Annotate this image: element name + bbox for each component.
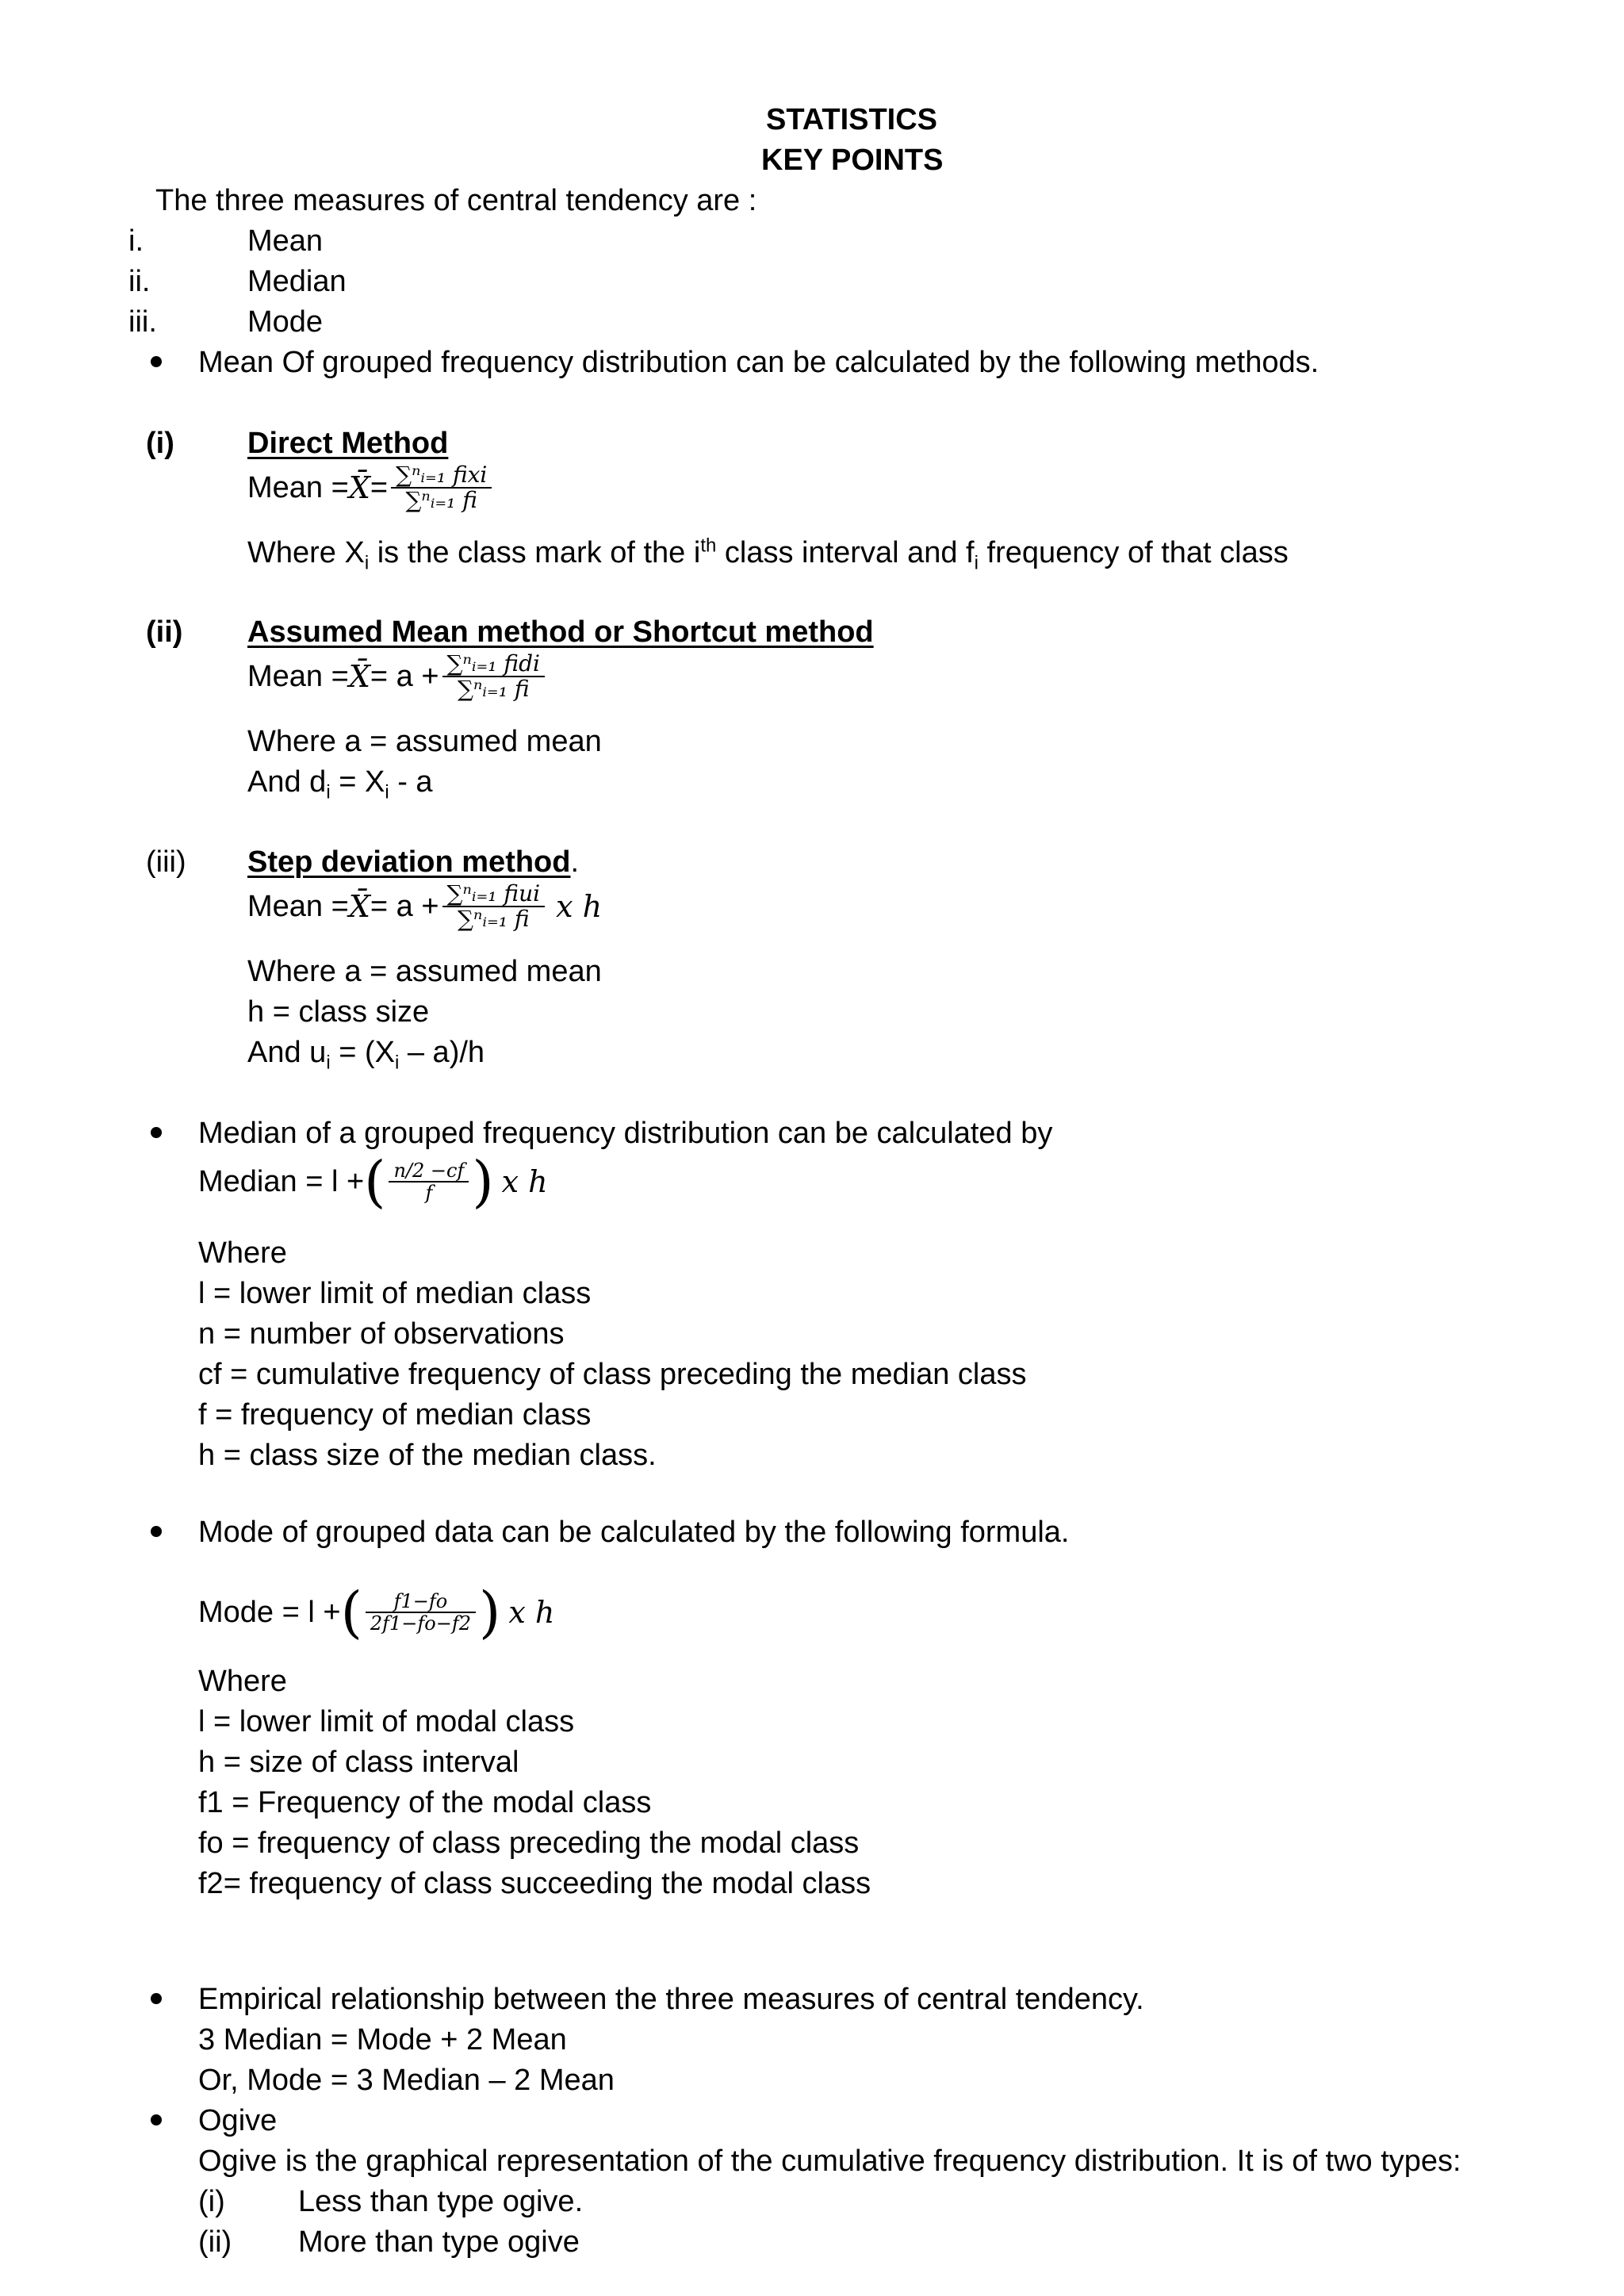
mode-def: h = size of class interval: [198, 1746, 519, 1779]
right-paren: ): [479, 1580, 501, 1645]
step-fraction: [442, 882, 546, 931]
and-text: – a)/h: [399, 1036, 485, 1069]
where-text: Where X: [247, 536, 365, 569]
ogive-type: More than type ogive: [298, 2225, 580, 2259]
ogive-type: Less than type ogive.: [298, 2185, 584, 2218]
fraction-numerator: ∑ⁿᵢ₌₁ fiui: [442, 882, 546, 907]
xbar-symbol: X̄: [348, 659, 370, 694]
step-where-1: Where a = assumed mean: [247, 955, 602, 988]
formula-eq: = a +: [370, 890, 439, 923]
fraction-denominator: ∑ⁿᵢ₌₁ fi: [457, 676, 530, 702]
step-where-2: h = class size: [247, 995, 430, 1029]
mode-def: f2= frequency of class succeeding the modal class: [198, 1867, 871, 1900]
subscript: i: [326, 1052, 331, 1074]
ogive-description: Ogive is the graphical representation of the cumulative frequency distribution. It is of two types:: [198, 2145, 1461, 2178]
assumed-and: [247, 762, 433, 802]
median-formula: [198, 1149, 548, 1214]
subscript: i: [385, 781, 389, 803]
ogive-type-num: (ii): [198, 2225, 232, 2259]
direct-method-where: [247, 533, 1289, 573]
mode-fraction: [366, 1591, 476, 1634]
median-def: n = number of observations: [198, 1317, 565, 1351]
page-title: STATISTICS: [766, 103, 938, 136]
measure-num-3: iii.: [128, 305, 157, 339]
median-def: h = class size of the median class.: [198, 1439, 657, 1472]
measure-item-3: Mode: [247, 305, 324, 339]
assumed-method-heading: Assumed Mean method or Shortcut method: [247, 615, 874, 649]
bullet-mean: [151, 356, 162, 367]
mode-def: f1 = Frequency of the modal class: [198, 1786, 652, 1819]
step-method-number: (iii): [146, 845, 186, 879]
assumed-method-number: (ii): [146, 615, 183, 649]
times-h: x h: [556, 889, 603, 924]
direct-method-number: (i): [146, 427, 174, 460]
mode-def: l = lower limit of modal class: [198, 1705, 575, 1738]
mode-where: Where: [198, 1665, 287, 1698]
and-text: And u: [247, 1036, 327, 1069]
xbar-symbol: X̄: [348, 470, 370, 505]
subscript: i: [974, 552, 979, 574]
measure-num-2: ii.: [128, 265, 151, 298]
and-text: - a: [389, 765, 433, 799]
empirical-intro: Empirical relationship between the three measures of central tendency.: [198, 1983, 1144, 2016]
mode-intro: Mode of grouped data can be calculated by the following formula.: [198, 1516, 1070, 1549]
empirical-line: 3 Median = Mode + 2 Mean: [198, 2023, 567, 2056]
median-def: f = frequency of median class: [198, 1398, 592, 1432]
bullet-empirical: [151, 1993, 162, 2004]
subscript: i: [364, 552, 370, 574]
fraction-numerator: f1−fo: [366, 1591, 476, 1613]
direct-method-formula: [247, 463, 495, 512]
formula-eq: = a +: [370, 660, 439, 693]
formula-lhs: Mean =: [247, 471, 349, 504]
and-text: = X: [330, 765, 385, 799]
formula-lhs: Median = l +: [198, 1165, 365, 1198]
fraction-numerator: ∑ⁿᵢ₌₁ fixi: [391, 463, 492, 489]
right-paren: ): [472, 1149, 494, 1214]
formula-lhs: Mode = l +: [198, 1596, 341, 1629]
subscript: i: [326, 781, 331, 803]
fraction-denominator: 2f1−fo−f2: [370, 1612, 471, 1635]
ogive-type-num: (i): [198, 2185, 225, 2218]
formula-eq: =: [370, 471, 389, 504]
times-h: x h: [501, 1164, 548, 1199]
intro-text: The three measures of central tendency are :: [155, 184, 757, 217]
and-text: And d: [247, 765, 327, 799]
step-and: [247, 1033, 485, 1072]
empirical-line: Or, Mode = 3 Median – 2 Mean: [198, 2064, 615, 2097]
left-paren: (: [364, 1149, 386, 1214]
assumed-fraction: [442, 652, 545, 701]
fraction-denominator: ∑ⁿᵢ₌₁ fi: [405, 487, 477, 513]
times-h: x h: [508, 1595, 555, 1630]
where-text: frequency of that class: [978, 536, 1289, 569]
left-paren: (: [340, 1580, 362, 1645]
median-intro: Median of a grouped frequency distribution can be calculated by: [198, 1117, 1053, 1150]
fraction-numerator: ∑ⁿᵢ₌₁ fidi: [442, 652, 545, 677]
xbar-symbol: X̄: [348, 889, 370, 924]
step-method-heading-wrap: [247, 842, 579, 882]
mode-formula: [198, 1580, 555, 1645]
subscript: i: [394, 1052, 400, 1074]
where-text: is the class mark of the i: [369, 536, 701, 569]
assumed-method-formula: [247, 652, 548, 701]
median-def: cf = cumulative frequency of class preceding the median class: [198, 1358, 1027, 1391]
fraction-denominator: f: [425, 1182, 433, 1204]
median-def: l = lower limit of median class: [198, 1277, 592, 1310]
page-subtitle: KEY POINTS: [761, 144, 944, 177]
ogive-title: Ogive: [198, 2104, 278, 2137]
fraction-denominator: ∑ⁿᵢ₌₁ fi: [458, 906, 530, 932]
bullet-mode: [151, 1526, 162, 1537]
and-text: = (X: [330, 1036, 395, 1069]
bullet-median: [151, 1127, 162, 1138]
measure-num-1: i.: [128, 224, 144, 258]
median-where: Where: [198, 1236, 287, 1270]
fraction-numerator: n/2 −cf: [389, 1160, 469, 1182]
formula-lhs: Mean =: [247, 890, 349, 923]
median-fraction: [389, 1160, 469, 1203]
mean-intro-text: Mean Of grouped frequency distribution can be calculated by the following methods.: [198, 346, 1320, 379]
formula-lhs: Mean =: [247, 660, 349, 693]
superscript: th: [700, 535, 717, 557]
heading-dot: .: [570, 845, 580, 879]
direct-fraction: [391, 463, 492, 512]
measure-item-2: Median: [247, 265, 347, 298]
step-method-formula: [247, 882, 602, 931]
where-text: class interval and f: [716, 536, 975, 569]
direct-method-heading: Direct Method: [247, 427, 449, 460]
assumed-where: Where a = assumed mean: [247, 725, 602, 758]
mode-def: fo = frequency of class preceding the modal class: [198, 1826, 860, 1860]
step-method-heading: Step deviation method: [247, 845, 571, 879]
measure-item-1: Mean: [247, 224, 324, 258]
bullet-ogive: [151, 2114, 162, 2125]
